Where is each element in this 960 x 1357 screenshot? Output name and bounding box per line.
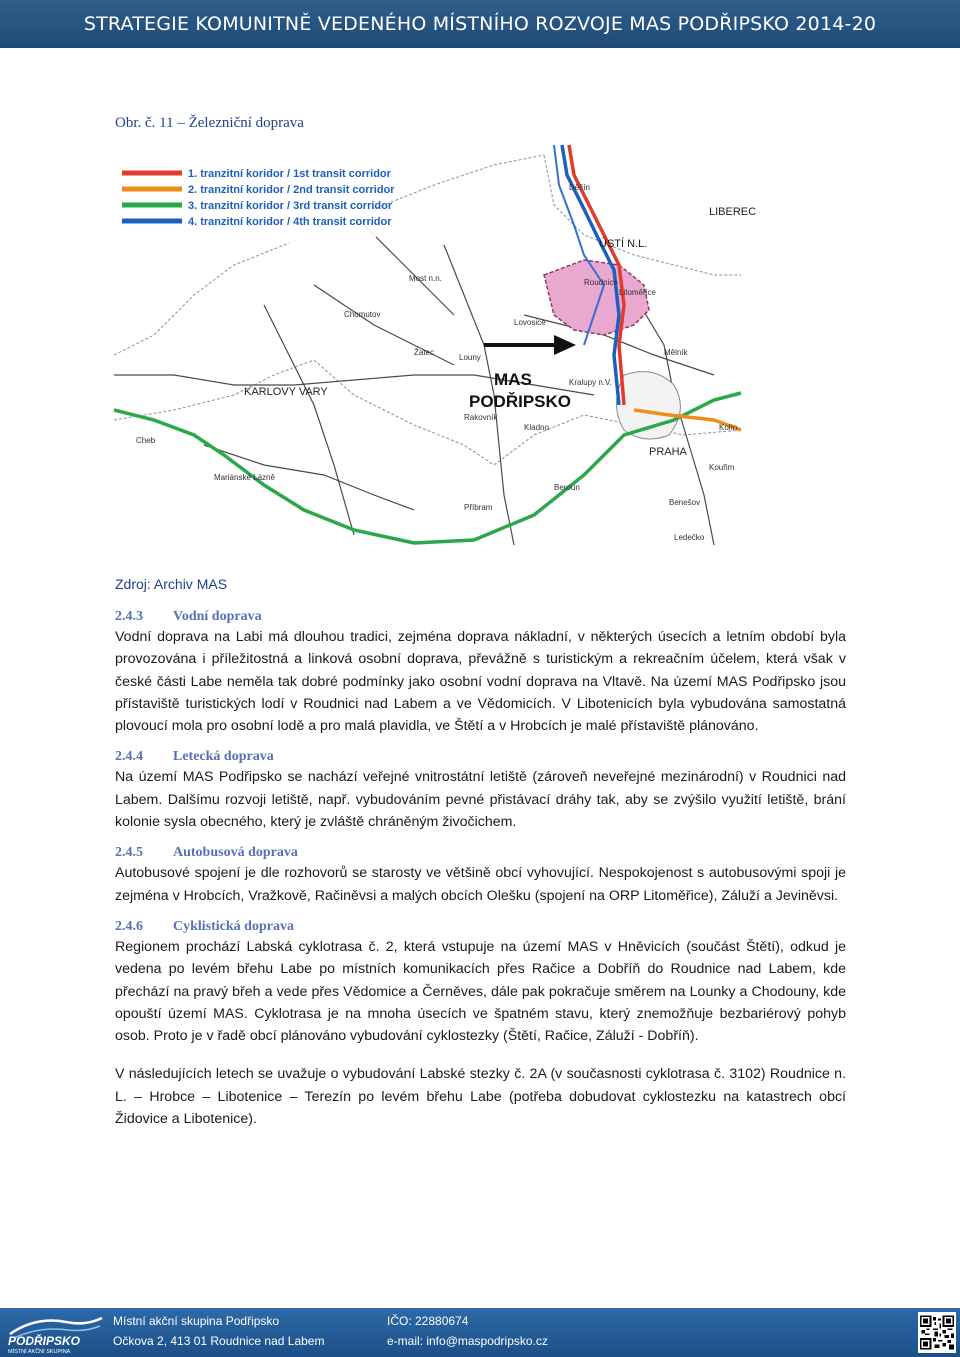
map-label-rakovnik: Rakovník bbox=[464, 413, 498, 422]
logo-subtitle: MÍSTNÍ AKČNÍ SKUPINA bbox=[8, 1349, 71, 1355]
map-label-kolin: Kolín bbox=[719, 423, 738, 432]
map-label-chomutov: Chomutov bbox=[344, 310, 381, 319]
section-heading-cyklisticka bbox=[115, 918, 846, 936]
map-label-liberec: LIBEREC bbox=[709, 206, 757, 218]
paragraph: V následujících letech se uvažuje o vybudování Labské stezky č. 2A (v současnosti cyklotrasa č. 3102) Roudnice n. L. – Hrobce – Libotenice – Terezín po levém břehu Labe (potřeba dobudovat cyklostezku na katastrech obcí Židovice a Libotenice). bbox=[115, 1066, 846, 1128]
legend-item-2: 2. tranzitní koridor / 2nd transit corridor bbox=[188, 184, 395, 196]
qr-code-icon bbox=[918, 1312, 956, 1353]
section-title: Vodní doprava bbox=[173, 609, 262, 624]
map-label-beroun: Beroun bbox=[554, 483, 580, 492]
section-number: 2.4.4 bbox=[115, 749, 143, 765]
map-label-kralupy: Kralupy n.V. bbox=[569, 378, 612, 387]
document-body bbox=[115, 608, 846, 1130]
section-title: Letecká doprava bbox=[173, 749, 274, 765]
map-label-praha: PRAHA bbox=[649, 446, 687, 458]
paragraph: Regionem prochází Labská cyklotrasa č. 2, která vstupuje na území MAS v Hněvicích (součást Štětí), odkud je vedena po levém břehu Labe po místních komunikacích přes Račice a Dobříň do Roudnice nad Labem, kde přechází na pravý břeh a vede přes Vědomice a Černěves, dále pak pokračuje směrem na Lounky a Chodouny, kde opouští území MAS. Cyklotrasa je na mnoha úsecích ve špatném stavu, který znemožňuje bezbariérový pohyb osob. Proto je v řadě obcí plánováno vybudování cyklostezky (Štětí, Račice, Záluží - Dobříň). bbox=[115, 938, 846, 1045]
section-title: Autobusová doprava bbox=[173, 845, 298, 861]
legend-item-4: 4. tranzitní koridor / 4th transit corridor bbox=[188, 216, 392, 228]
map-label-decin: Děčín bbox=[569, 183, 590, 192]
map-label-kourim: Kouřim bbox=[709, 463, 735, 472]
paragraph: Na území MAS Podřipsko se nachází veřejné vnitrostátní letiště (zároveň neveřejné mezinárodní) v Roudnici nad Labem. Dalšímu rozvoji letiště, např. vybudováním pevné přistávací dráhy tak, aby se zvýšilo využití letiště, brání kolonie sysla obecného, který je zvláště chráněným živočichem. bbox=[115, 769, 846, 831]
map-label-ledecko: Ledečko bbox=[674, 533, 705, 542]
figure-source: Zdroj: Archiv MAS bbox=[115, 576, 228, 592]
map-label-mas: MAS bbox=[494, 370, 532, 389]
document-footer bbox=[0, 1308, 960, 1357]
map-label-kladno: Kladno bbox=[524, 423, 549, 432]
map-label-roudnice: Roudnice bbox=[584, 278, 618, 287]
paragraph: Vodní doprava na Labi má dlouhou tradici, zejména doprava nákladní, v některých úsecích a letním období byla provozována i příležitostná a linková osobní doprava, převážně s turistickým a rekreačním účelem, která však v české části Labe neměla tak dobré podmínky jako osobní vodní doprava na Vltavě. Na území MAS Podřipsko jsou přístaviště turistických lodí v Roudnici nad Labem a ve Vědomicích. V Libotenicích byla vybudována samostatná plovoucí mola pro osobní lodě a pro malá plavidla, ve Štětí a v Hrobcích je malé přístaviště plánováno. bbox=[115, 629, 846, 735]
section-title: Cyklistická doprava bbox=[173, 918, 294, 934]
section-heading-autobusova bbox=[115, 844, 846, 862]
section-heading-letecka bbox=[115, 748, 846, 766]
footer-address: Očkova 2, 413 01 Roudnice nad Labem bbox=[113, 1334, 325, 1348]
footer-org-name: Místní akční skupina Podřipsko bbox=[113, 1314, 280, 1328]
map-label-podripsko: PODŘIPSKO bbox=[469, 392, 572, 411]
map-label-usti: ÚSTÍ N.L. bbox=[599, 238, 648, 250]
railway-map-svg bbox=[114, 145, 757, 573]
railway-map bbox=[114, 145, 757, 573]
section-heading-vodni bbox=[115, 608, 846, 626]
section-number: 2.4.6 bbox=[115, 918, 143, 934]
paragraph-gap bbox=[115, 1047, 846, 1063]
map-label-cheb: Cheb bbox=[136, 436, 156, 445]
map-label-pribram: Příbram bbox=[464, 503, 493, 512]
map-label-marianske: Mariánské Lázně bbox=[214, 473, 275, 482]
footer-ico: IČO: 22880674 bbox=[387, 1314, 469, 1328]
map-label-louny: Louny bbox=[459, 353, 481, 362]
document-header bbox=[0, 0, 960, 48]
map-label-benesov: Benešov bbox=[669, 498, 701, 507]
section-number: 2.4.3 bbox=[115, 609, 143, 624]
paragraph: Autobusové spojení je dle rozhovorů se starosty ve většině obcí vyhovující. Nespokojenost s autobusovými spoji je zejména v Hrobcích, Vražkově, Račiněvsi a malých obcích Olešku (spojení na ORP Litoměřice), Záluží a Jeviněvsi. bbox=[115, 865, 846, 904]
map-label-melnik: Mělník bbox=[664, 348, 688, 357]
section-number: 2.4.5 bbox=[115, 845, 143, 861]
footer-email[interactable]: e-mail: info@maspodripsko.cz bbox=[387, 1334, 548, 1348]
figure-caption: Obr. č. 11 – Železniční doprava bbox=[115, 115, 304, 131]
map-label-most: Most n.n. bbox=[409, 274, 442, 283]
podripsko-logo bbox=[6, 1312, 106, 1354]
logo-wordmark: PODŘIPSKO bbox=[8, 1334, 81, 1348]
legend-item-3: 3. tranzitní koridor / 3rd transit corridor bbox=[188, 200, 393, 212]
map-label-litomerice: Litoměřice bbox=[619, 288, 656, 297]
map-label-zatec: Žatec bbox=[414, 348, 435, 357]
legend-item-1: 1. tranzitní koridor / 1st transit corridor bbox=[188, 168, 391, 180]
map-label-lovosice: Lovosice bbox=[514, 318, 546, 327]
map-label-karlovy-vary: KARLOVY VARY bbox=[244, 386, 328, 398]
header-title: STRATEGIE KOMUNITNĚ VEDENÉHO MÍSTNÍHO ROZVOJE MAS PODŘIPSKO 2014-20 bbox=[83, 13, 877, 35]
